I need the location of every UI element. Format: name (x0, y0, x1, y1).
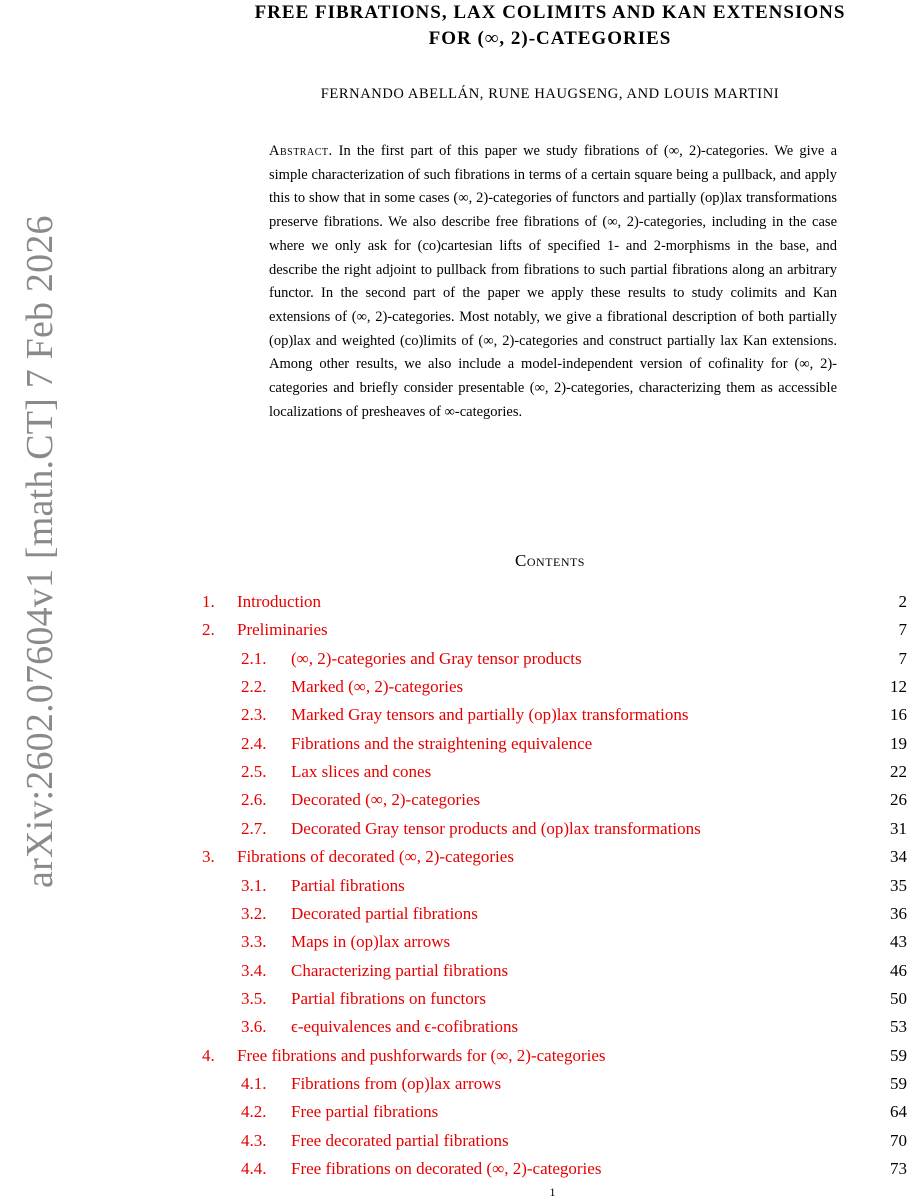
toc-entry[interactable] (0, 901, 907, 927)
toc-entry[interactable] (0, 589, 907, 615)
toc-entry-link[interactable]: Free fibrations on decorated (∞, 2)-categories (291, 1159, 602, 1178)
toc-entry-page: 59 (890, 1073, 907, 1093)
toc-entry[interactable] (0, 958, 907, 984)
toc-entry[interactable] (0, 986, 907, 1012)
toc-entry[interactable] (0, 1128, 907, 1154)
toc-entry[interactable] (0, 759, 907, 785)
toc-entry[interactable] (0, 1099, 907, 1125)
toc-entry-number[interactable]: 2.5. (241, 762, 267, 782)
toc-entry-number[interactable]: 4.4. (241, 1159, 267, 1178)
toc-entry-number[interactable]: 4. (202, 1045, 215, 1065)
toc-entry-page: 50 (890, 988, 907, 1008)
paper-title-line-1: FREE FIBRATIONS, LAX COLIMITS AND KAN EXTENSIONS (254, 2, 846, 23)
toc-entry-page: 43 (890, 932, 907, 952)
toc-entry-page: 59 (890, 1045, 907, 1065)
toc-entry-link[interactable]: Partial fibrations (291, 875, 405, 895)
toc-entry[interactable] (0, 844, 907, 870)
toc-entry-link[interactable]: Characterizing partial fibrations (291, 960, 509, 980)
toc-entry-link[interactable]: Free decorated partial fibrations (291, 1130, 509, 1150)
toc-entry[interactable] (0, 674, 907, 700)
arxiv-identifier-stamp: arXiv:2602.07604v1 [math.CT] 7 Feb 2026 (19, 215, 61, 888)
toc-entry[interactable] (0, 787, 907, 813)
author-list: FERNANDO ABELLÁN, RUNE HAUGSENG, AND LOUIS MARTINI (320, 86, 780, 102)
toc-entry-page: 16 (890, 705, 907, 725)
toc-entry-number[interactable]: 4.2. (241, 1102, 267, 1122)
toc-entry-link[interactable]: Lax slices and cones (291, 762, 432, 782)
toc-entry-number[interactable]: 3.2. (241, 903, 267, 923)
toc-entry-number[interactable]: 3.5. (241, 988, 267, 1008)
toc-entry-page: 7 (898, 620, 907, 640)
toc-entry-page: 35 (890, 875, 907, 895)
toc-entry-number[interactable]: 2. (202, 620, 215, 640)
toc-entry[interactable] (0, 617, 907, 643)
toc-entry[interactable] (0, 646, 907, 672)
toc-entry-link[interactable]: Marked Gray tensors and partially (op)lax transformations (291, 705, 689, 725)
abstract (269, 140, 837, 424)
toc-entry-page: 64 (890, 1102, 907, 1122)
toc-entry-page: 34 (890, 847, 907, 867)
toc-entry[interactable] (0, 702, 907, 728)
page-number: 1 (549, 1185, 556, 1199)
toc-entry-number[interactable]: 3.6. (241, 1017, 267, 1037)
toc-entry-number[interactable]: 2.4. (241, 733, 267, 753)
toc-entry-page: 53 (890, 1017, 907, 1037)
toc-entry-page: 7 (898, 648, 907, 668)
toc-entry-link[interactable]: Decorated Gray tensor products and (op)lax transformations (291, 818, 701, 838)
abstract-text: In the first part of this paper we study fibrations of (∞, 2)-categories. We give a simple characterization of such fibrations in terms of a certain square being a pullback, and apply this to show that in some cases (∞, 2)-categories of functors and partially (op)lax transformations preserve fibrations. We also describe free fibrations of (∞, 2)-categories, including in the case where we only ask for (co)cartesian lifts of specified 1- and 2-morphisms in the base, and describe the right adjoint to pullback from fibrations to such partial fibrations along an arbitrary functor. In the second part of the paper we apply these results to study colimits and Kan extensions of (∞, 2)-categories. Most notably, we give a fibrational description of both partially (op)lax and weighted (co)limits of (∞, 2)-categories and construct partially lax Kan extensions. Among other results, we also include a model-independent version of cofinality for (∞, 2)-categories and briefly consider presentable (∞, 2)-categories, characterizing them as accessible localizations of presheaves of ∞-categories. (269, 143, 837, 420)
toc-entry-number[interactable]: 3.4. (241, 960, 267, 980)
toc-entry-number[interactable]: 4.3. (241, 1130, 267, 1150)
contents-heading: Contents (514, 551, 585, 570)
toc-entry-page: 31 (890, 818, 907, 838)
toc-entry-number[interactable]: 2.1. (241, 648, 267, 668)
toc-entry-number[interactable]: 3.3. (241, 932, 267, 952)
toc-entry-page: 12 (890, 677, 907, 697)
toc-entry-link[interactable]: Free fibrations and pushforwards for (∞, 2)-categories (237, 1045, 606, 1065)
toc-entry-number[interactable]: 1. (202, 592, 215, 611)
toc-entry-page: 73 (890, 1159, 907, 1178)
toc-entry[interactable] (0, 731, 907, 757)
toc-entry-link[interactable]: Partial fibrations on functors (291, 988, 486, 1008)
toc-entry[interactable] (0, 1043, 907, 1069)
toc-entry[interactable] (0, 1071, 907, 1097)
paper-title-line-2: FOR (∞, 2)-CATEGORIES (428, 28, 672, 49)
paper-title (190, 0, 907, 52)
toc-entry-page: 70 (890, 1130, 907, 1150)
toc-entry[interactable] (0, 873, 907, 899)
toc-entry-link[interactable]: ϵ-equivalences and ϵ-cofibrations (291, 1017, 519, 1037)
toc-entry-link[interactable]: Introduction (237, 592, 322, 611)
toc-entry-page: 46 (890, 960, 907, 980)
toc-entry-number[interactable]: 2.2. (241, 677, 267, 697)
toc-entry-link[interactable]: Decorated partial fibrations (291, 903, 478, 923)
toc-entry[interactable] (0, 816, 907, 842)
abstract-heading: Abstract. (269, 143, 333, 159)
toc-entry[interactable] (0, 1156, 907, 1182)
toc-entry-link[interactable]: Decorated (∞, 2)-categories (291, 790, 481, 810)
toc-entry-link[interactable]: Preliminaries (237, 620, 328, 640)
toc-entry-number[interactable]: 3.1. (241, 875, 267, 895)
toc-entry-link[interactable]: (∞, 2)-categories and Gray tensor products (291, 648, 582, 668)
toc-entry-number[interactable]: 2.6. (241, 790, 267, 810)
toc-entry-number[interactable]: 3. (202, 847, 215, 867)
toc-entry-number[interactable]: 2.3. (241, 705, 267, 725)
toc-entry-number[interactable]: 4.1. (241, 1073, 267, 1093)
toc-entry-link[interactable]: Fibrations from (op)lax arrows (291, 1073, 502, 1093)
toc-entry-link[interactable]: Fibrations of decorated (∞, 2)-categories (237, 847, 514, 867)
toc-entry-page: 26 (890, 790, 907, 810)
toc-entry-page: 2 (898, 592, 907, 611)
toc-entry-number[interactable]: 2.7. (241, 818, 267, 838)
toc-entry-page: 22 (890, 762, 907, 782)
toc-entry-page: 36 (890, 903, 907, 923)
toc-entry-link[interactable]: Free partial fibrations (291, 1102, 439, 1122)
toc-entry-link[interactable]: Fibrations and the straightening equivalence (291, 733, 593, 753)
toc-entry-link[interactable]: Marked (∞, 2)-categories (291, 677, 464, 697)
toc-entry[interactable] (0, 1014, 907, 1040)
toc-entry-page: 19 (890, 733, 907, 753)
toc-entry-link[interactable]: Maps in (op)lax arrows (291, 932, 451, 952)
toc-entry[interactable] (0, 929, 907, 955)
